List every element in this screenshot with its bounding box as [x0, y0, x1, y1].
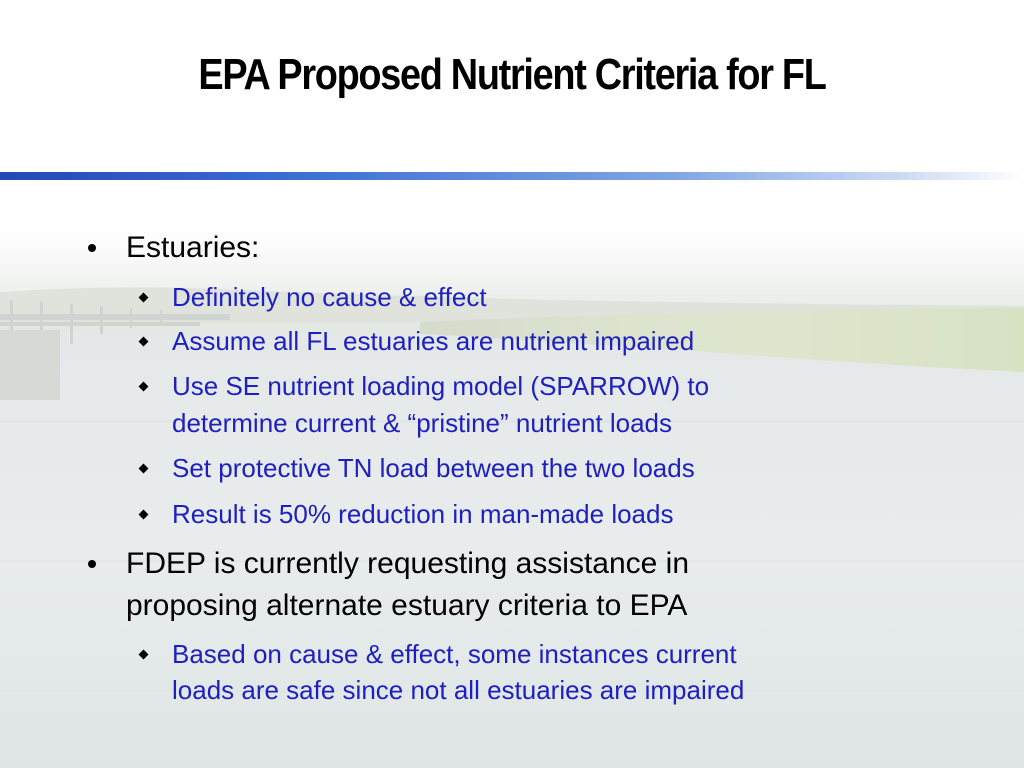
diamond-bullet-icon [139, 382, 149, 392]
subbullet-text: Assume all FL estuaries are nutrient impaired [172, 326, 695, 356]
subbullet-text: Use SE nutrient loading model (SPARROW) to [172, 371, 710, 401]
subbullet [172, 498, 673, 530]
subbullet [172, 370, 709, 402]
round-bullet-icon [88, 244, 96, 252]
subbullet-text: Based on cause & effect, some instances current [172, 639, 737, 669]
subbullet-text: determine current & “pristine” nutrient loads [172, 408, 673, 438]
subbullet [172, 452, 695, 484]
bullet-text: Estuaries: [126, 231, 260, 264]
subbullet-text: Definitely no cause & effect [172, 282, 487, 312]
diamond-bullet-icon [139, 464, 149, 474]
subbullet-continuation [172, 674, 744, 706]
slide-title: EPA Proposed Nutrient Criteria for FL [198, 50, 826, 99]
bullet-fdep-continuation [126, 586, 687, 626]
bullet-estuaries [126, 228, 259, 268]
bullet-text: proposing alternate estuary criteria to EPA [126, 589, 688, 622]
subbullet-text: loads are safe since not all estuaries are impaired [172, 675, 745, 705]
diamond-bullet-icon [139, 337, 149, 347]
bullet-fdep [126, 544, 689, 584]
subbullet [172, 638, 737, 670]
diamond-bullet-icon [139, 293, 149, 303]
subbullet-continuation [172, 407, 672, 439]
bullet-text: FDEP is currently requesting assistance in [126, 547, 690, 580]
subbullet-text: Set protective TN load between the two loads [172, 453, 695, 483]
subbullet [172, 281, 487, 313]
diamond-bullet-icon [139, 650, 149, 660]
subbullet [172, 325, 694, 357]
diamond-bullet-icon [139, 510, 149, 520]
round-bullet-icon [88, 560, 96, 568]
subbullet-text: Result is 50% reduction in man-made loads [172, 499, 674, 529]
